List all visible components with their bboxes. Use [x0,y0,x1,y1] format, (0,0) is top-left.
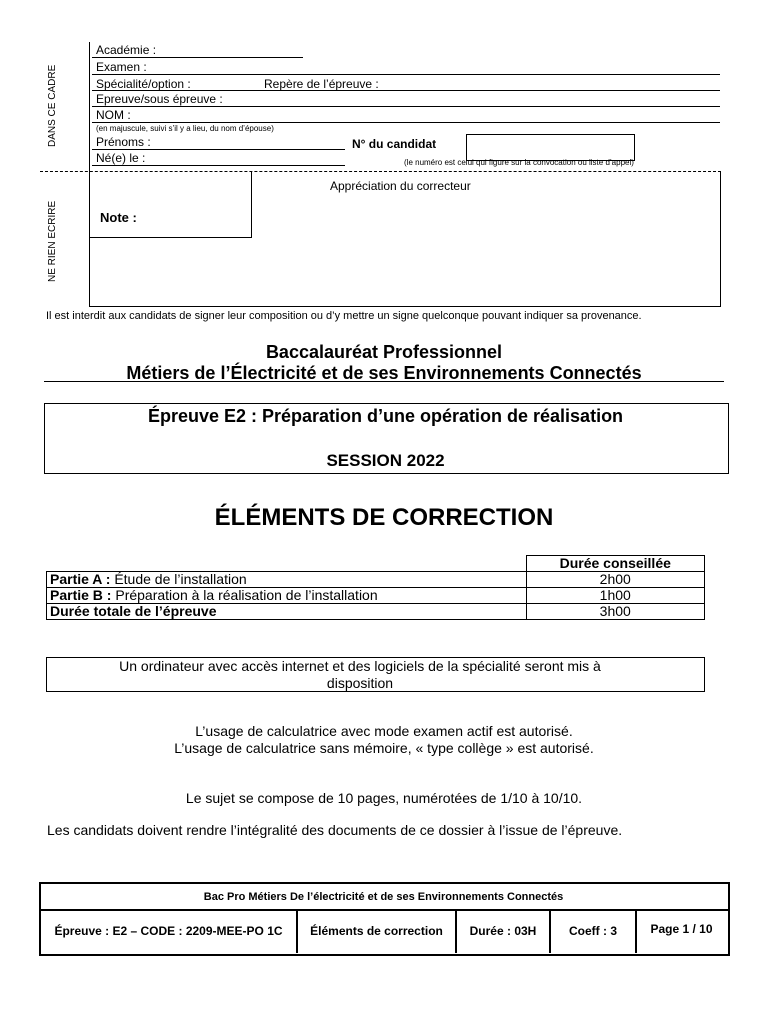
row-value: 2h00 [526,572,705,588]
footer-page: Page 1 / 10 [650,922,713,936]
academie-label: Académie : [96,43,157,57]
specialite-label: Spécialité/option : [96,77,191,91]
computer-note-line1: Un ordinateur avec accès internet et des logiciels de la spécialité seront mis à [119,658,601,674]
row-label-bold: Partie B : [50,587,112,603]
footer-type: Éléments de correction [310,924,443,938]
title-underline [44,381,724,382]
nom-label: NOM : [96,108,131,122]
epreuve-label: Epreuve/sous épreuve : [96,92,223,106]
examen-line [92,74,720,75]
duration-table [46,555,705,620]
row-value: 3h00 [526,604,705,620]
row-label: Préparation à la réalisation de l’installation [111,587,378,603]
candidat-note: (le numéro est celui qui figure sur la convocation ou liste d’appel) [404,158,634,167]
row-label-bold: Partie A : [50,571,111,587]
prenoms-label: Prénoms : [96,135,151,149]
epreuve-line [92,106,720,107]
title-line1: Baccalauréat Professionnel [265,342,503,362]
duration-header-row [47,556,705,572]
examen-label: Examen : [96,60,147,74]
row-label: Étude de l’installation [110,571,247,587]
duration-row [47,572,705,588]
repere-label: Repère de l’épreuve : [264,77,379,91]
duration-header: Durée conseillée [526,556,705,572]
side-label-top: DANS CE CADRE [47,64,58,147]
duration-row [47,604,705,620]
footer-coeff: Coeff : 3 [569,924,617,938]
ne-le-label: Né(e) le : [96,151,146,165]
warning-text: Il est interdit aux candidats de signer leur composition ou d’y mettre un signe quelconque pouvant indiquer sa provenance. [46,310,642,322]
note-box[interactable] [89,171,252,238]
computer-note-line2: disposition [326,675,394,691]
epreuve-title: Épreuve E2 : Préparation d’une opération de réalisation [147,406,624,426]
header-bottom-border [89,306,721,307]
candidat-number-box[interactable] [466,134,635,161]
candidates-note: Les candidats doivent rendre l’intégralité des documents de ce dossier à l’issue de l’épreuve. [47,822,623,838]
pages-note: Le sujet se compose de 10 pages, numérotées de 1/10 à 10/10. [185,790,583,806]
footer-title: Bac Pro Métiers De l’électricité et de ses Environnements Connectés [203,891,564,903]
row-value: 1h00 [526,588,705,604]
header-right-border [720,172,721,306]
footer-duree: Durée : 03H [469,924,537,938]
side-label-bottom: NE RIEN ECRIRE [47,200,58,282]
prenoms-line [92,149,345,150]
note-label: Note : [100,210,137,225]
main-heading: ÉLÉMENTS DE CORRECTION [214,504,554,531]
duration-row [47,588,705,604]
ne-le-line [92,165,345,166]
nom-line [92,122,720,123]
appreciation-label: Appréciation du correcteur [330,179,471,193]
session-label: SESSION 2022 [326,451,445,470]
specialite-line [92,90,720,91]
footer-code: Épreuve : E2 – CODE : 2209-MEE-PO 1C [54,924,283,938]
candidat-label: N° du candidat [352,137,437,151]
calc-line1: L’usage de calculatrice avec mode examen actif est autorisé. [195,723,573,739]
title-line2: Métiers de l’Électricité et de ses Environnements Connectés [126,363,642,383]
footer-divider [39,909,728,911]
row-label-bold: Durée totale de l’épreuve [50,603,217,619]
calc-line2: L’usage de calculatrice sans mémoire, « type collège » est autorisé. [174,740,594,756]
nom-note: (en majuscule, suivi s’il y a lieu, du nom d’épouse) [96,124,274,133]
academie-line [92,57,303,58]
